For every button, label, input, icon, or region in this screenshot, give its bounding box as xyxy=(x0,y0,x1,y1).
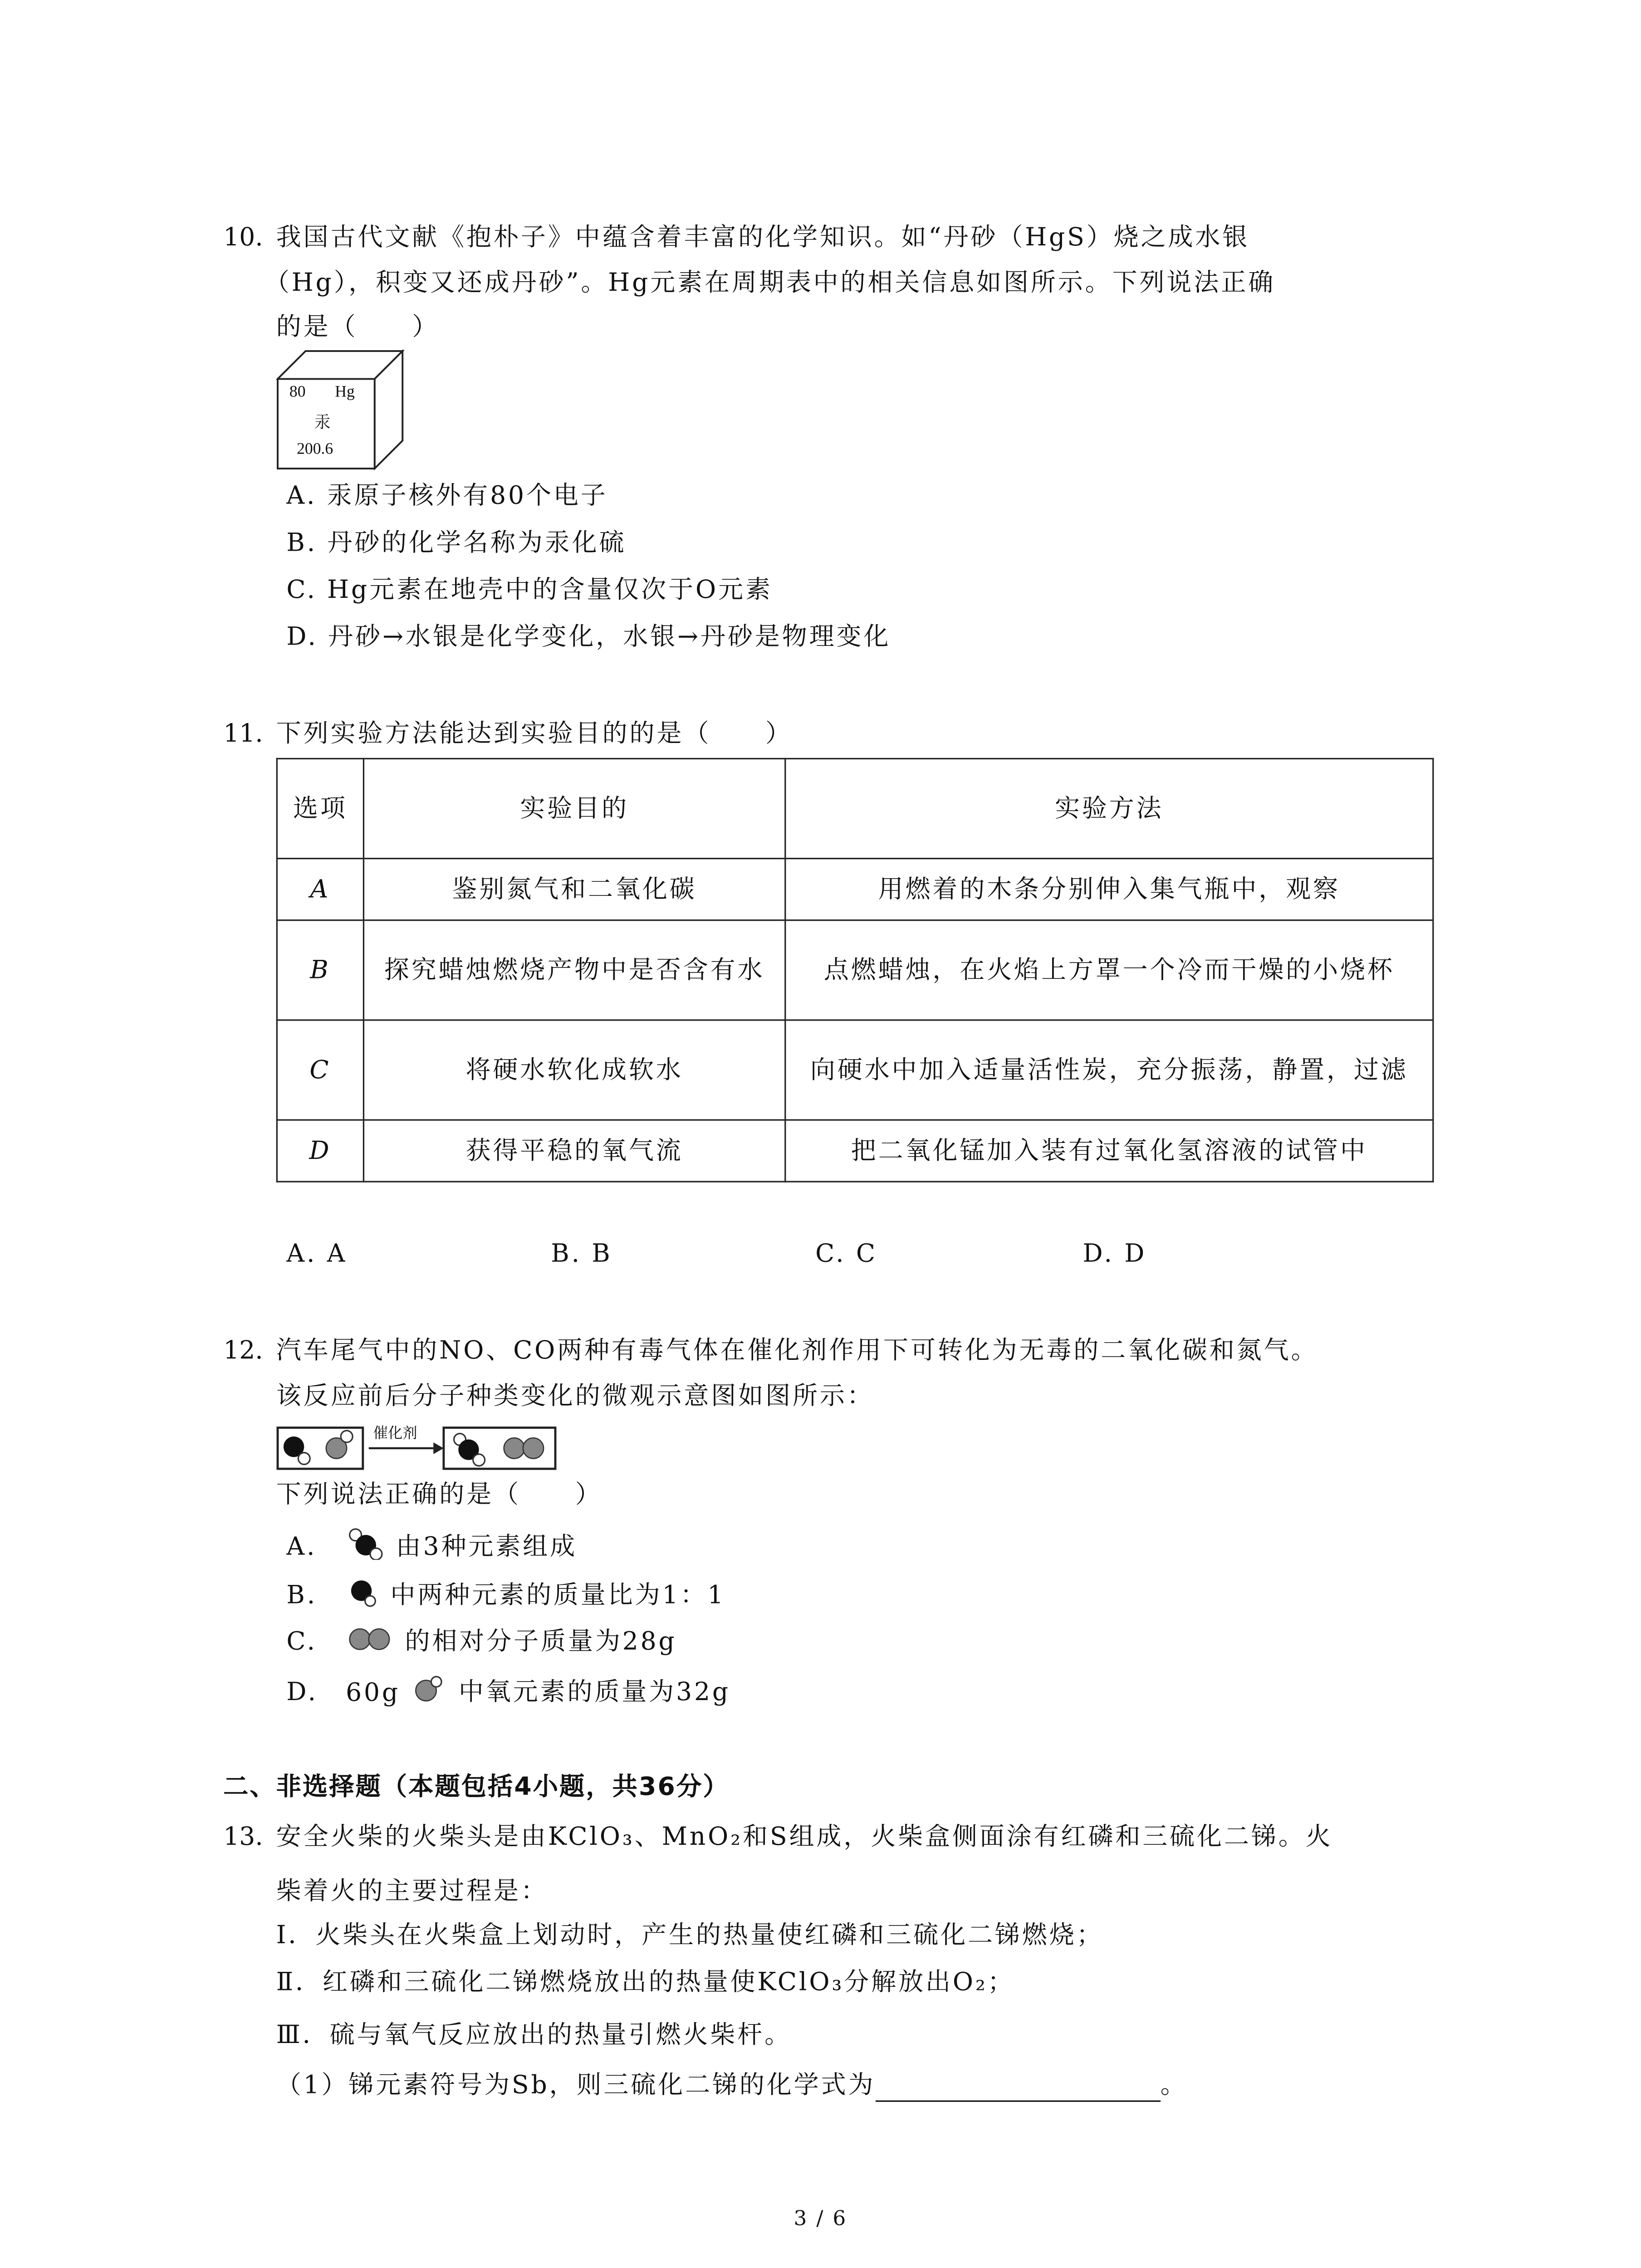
q11-stem: 下列实验方法能达到实验目的的是（ ） xyxy=(276,719,793,749)
q10-option-a: A. 汞原子核外有80个电子 xyxy=(286,482,608,511)
table-header-row xyxy=(277,758,1433,858)
q12-line1: 汽车尾气中的NO、CO两种有毒气体在催化剂作用下可转化为无毒的二氧化碳和氮气。 xyxy=(276,1336,1318,1366)
row-method: 向硬水中加入适量活性炭，充分振荡，静置，过滤 xyxy=(785,1020,1433,1120)
q12-option-a-prefix: A. xyxy=(286,1532,317,1562)
q13-number: 13. xyxy=(223,1823,263,1853)
q10-line3: 的是（ ） xyxy=(276,313,440,342)
q11-number: 11. xyxy=(223,719,263,749)
q13-sub1 xyxy=(276,2069,1188,2102)
element-name: 汞 xyxy=(314,412,331,432)
table-row xyxy=(277,920,1433,1020)
header-option: 选项 xyxy=(277,758,363,858)
co2-molecule-icon xyxy=(348,1528,383,1569)
atomic-mass: 200.6 xyxy=(297,440,333,459)
q11-choice-c: C. C xyxy=(815,1239,877,1269)
q12-line2: 该反应前后分子种类变化的微观示意图如图所示： xyxy=(276,1382,874,1412)
section-heading: 二、非选择题（本题包括4小题，共36分） xyxy=(223,1773,730,1803)
no-molecule-icon xyxy=(413,1674,446,1712)
q12-option-c-prefix: C. xyxy=(286,1627,317,1657)
q10-option-c: C. Hg元素在地壳中的含量仅次于O元素 xyxy=(286,576,773,606)
row-option: A xyxy=(277,859,363,920)
row-purpose: 将硬水软化成软水 xyxy=(363,1020,785,1120)
n2-molecule-icon xyxy=(348,1627,392,1659)
row-option: D xyxy=(277,1120,363,1182)
q12-option-b-text: 中两种元素的质量比为1：1 xyxy=(390,1581,726,1611)
catalyst-label: 催化剂 xyxy=(373,1426,417,1442)
table-row xyxy=(277,1120,1433,1182)
reaction-diagram xyxy=(276,1420,558,1470)
q13-sub1-text: （1）锑元素符号为Sb，则三硫化二锑的化学式为 xyxy=(276,2071,876,2101)
row-purpose: 获得平稳的氧气流 xyxy=(363,1120,785,1182)
header-purpose: 实验目的 xyxy=(363,758,785,858)
q13-step1: Ⅰ．火柴头在火柴盒上划动时，产生的热量使红磷和三硫化二锑燃烧； xyxy=(276,1921,1104,1951)
q12-number: 12. xyxy=(223,1336,263,1366)
row-method: 把二氧化锰加入装有过氧化氢溶液的试管中 xyxy=(785,1120,1433,1182)
element-cell-figure xyxy=(276,350,406,470)
q12-option-b-prefix: B. xyxy=(286,1581,318,1611)
answer-blank[interactable] xyxy=(875,2074,1160,2102)
row-option: C xyxy=(277,1020,363,1120)
page-number: 3 / 6 xyxy=(794,2207,847,2231)
experiment-table xyxy=(276,758,1434,1183)
row-option: B xyxy=(277,920,363,1020)
row-method: 点燃蜡烛，在火焰上方罩一个冷而干燥的小烧杯 xyxy=(785,920,1433,1020)
co-molecule-icon xyxy=(348,1578,377,1616)
q12-option-a xyxy=(286,1528,577,1569)
q10-line1: 我国古代文献《抱朴子》中蕴含着丰富的化学知识。如“丹砂（HgS）烧之成水银 xyxy=(276,223,1250,253)
q11-choice-d: D. D xyxy=(1083,1239,1147,1269)
q12-option-d-text: 中氧元素的质量为32g xyxy=(458,1678,730,1708)
row-method: 用燃着的木条分别伸入集气瓶中，观察 xyxy=(785,859,1433,920)
q13-step3: Ⅲ．硫与氧气反应放出的热量引燃火柴杆。 xyxy=(276,2021,792,2051)
q12-option-d-mass: 60g xyxy=(346,1678,400,1708)
q13-sub1-end: 。 xyxy=(1160,2071,1188,2101)
q12-option-d xyxy=(286,1674,730,1712)
q13-line1: 安全火柴的火柴头是由KClO₃、MnO₂和S组成，火柴盒侧面涂有红磷和三硫化二锑。火 xyxy=(276,1823,1333,1853)
q13-step2: Ⅱ．红磷和三硫化二锑燃烧放出的热量使KClO₃分解放出O₂； xyxy=(276,1968,1015,1998)
row-purpose: 探究蜡烛燃烧产物中是否含有水 xyxy=(363,920,785,1020)
q11-choice-b: B. B xyxy=(551,1239,612,1269)
q11-choice-a: A. A xyxy=(286,1239,348,1269)
q13-line2: 柴着火的主要过程是： xyxy=(276,1877,548,1907)
q12-option-c-text: 的相对分子质量为28g xyxy=(405,1627,677,1657)
atomic-number: 80 xyxy=(289,383,306,401)
q10-number: 10. xyxy=(223,223,263,253)
q12-option-b xyxy=(286,1578,725,1616)
q12-option-d-prefix: D. xyxy=(286,1678,318,1708)
table-row xyxy=(277,1020,1433,1120)
q10-option-d: D. 丹砂→水银是化学变化，水银→丹砂是物理变化 xyxy=(286,622,891,652)
element-symbol: Hg xyxy=(335,383,355,401)
q10-line2: （Hg），积变又还成丹砂”。Hg元素在周期表中的相关信息如图所示。下列说法正确 xyxy=(264,269,1276,298)
q12-option-a-text: 由3种元素组成 xyxy=(396,1532,578,1562)
q12-option-c xyxy=(286,1626,676,1659)
q12-stem: 下列说法正确的是（ ） xyxy=(276,1481,603,1510)
header-method: 实验方法 xyxy=(785,758,1433,858)
table-row xyxy=(277,859,1433,920)
q10-option-b: B. 丹砂的化学名称为汞化硫 xyxy=(286,528,627,558)
row-purpose: 鉴别氮气和二氧化碳 xyxy=(363,859,785,920)
